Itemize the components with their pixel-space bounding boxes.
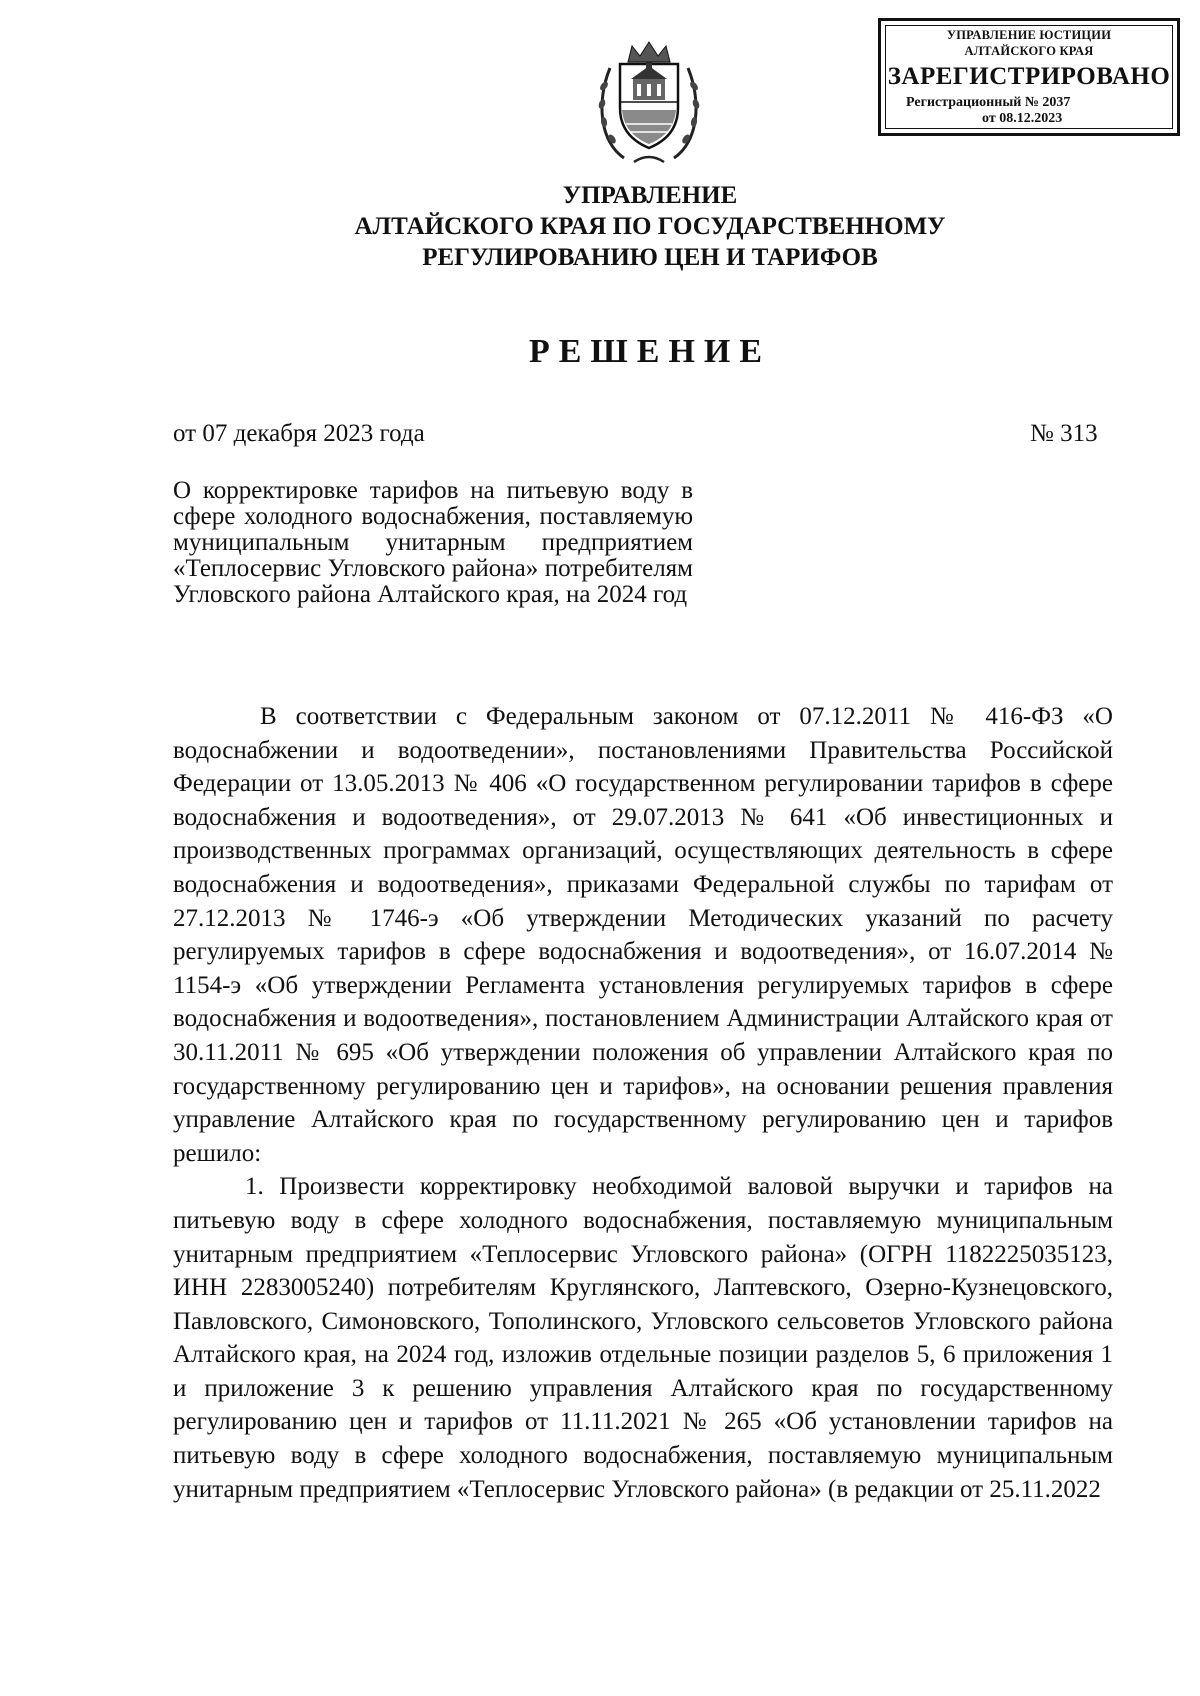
stamp-org-line2: АЛТАЙСКОГО КРАЯ <box>964 44 1094 58</box>
authority-line3: РЕГУЛИРОВАНИЮ ЦЕН И ТАРИФОВ <box>422 244 878 271</box>
stamp-reg-date: от 08.12.2023 <box>982 111 1063 126</box>
registration-stamp <box>878 18 1180 136</box>
document-subject: О корректировке тарифов на питьевую воду в сфере холодного водоснабжения, поставляемую муниципальным унитарным предприятием «Теплосервис Угловского района» потребителям Угловского района Алтайского края, на 2024 год <box>173 477 693 608</box>
coat-of-arms-icon <box>594 38 704 168</box>
document-date: от 07 декабря 2023 года <box>173 420 425 447</box>
document-title: РЕШЕНИЕ <box>528 333 772 370</box>
document-number: № 313 <box>1030 420 1098 447</box>
issuing-authority <box>200 180 1100 273</box>
authority-line1: УПРАВЛЕНИЕ <box>562 182 738 209</box>
item-1-paragraph: 1. Произвести корректировку необходимой валовой выручки и тарифов на питьевую воду в сфере холодного водоснабжения, поставляемую муниципальным унитарным предприятием «Теплосервис Угловского района» (ОГРН 1182225035123, ИНН 2283005240) потребителям Круглянского, Лаптевского, Озерно-Кузнецовского, Павловского, Симоновского, Тополинского, Угловского сельсоветов Угловского района Алтайского края, на 2024 год, изложив отдельные позиции разделов 5, 6 приложения 1 и приложение 3 к решению управления Алтайского края по государственному регулированию цен и тарифов от 11.11.2021 № 265 «Об установлении тарифов на питьевую воду в сфере холодного водоснабжения, поставляемую муниципальным унитарным предприятием «Теплосервис Угловского района» (в редакции от 25.11.2022 <box>173 1173 1113 1503</box>
preamble-paragraph: В соответствии с Федеральным законом от 07.12.2011 № 416-ФЗ «О водоснабжении и водоотведении», постановлениями Правительства Российской Федерации от 13.05.2013 № 406 «О государственном регулировании тарифов в сфере водоснабжения и водоотведения», от 29.07.2013 № 641 «Об инвестиционных и производственных программах организаций, осуществляющих деятельность в сфере водоснабжения и водоотведения», приказами Федеральной службы по тарифам от 27.12.2013 № 1746-э «Об утверждении Методических указаний по расчету регулируемых тарифов в сфере водоснабжения и водоотведения», от 16.07.2014 № 1154-э «Об утверждении Регламента установления регулируемых тарифов в сфере водоснабжения и водоотведения», постановлением Администрации Алтайского края от 30.11.2011 № 695 «Об утверждении положения об управлении Алтайского края по государственному регулированию цен и тарифов», на основании решения правления управление Алтайского края по государственному регулированию цен и тарифов решило: <box>173 703 1113 1167</box>
stamp-inner-frame <box>885 25 1173 129</box>
document-body <box>173 700 1113 1506</box>
stamp-reg-number: Регистрационный № 2037 <box>906 95 1071 110</box>
authority-line2: АЛТАЙСКОГО КРАЯ ПО ГОСУДАРСТВЕННОМУ <box>354 213 946 240</box>
stamp-org-line1: УПРАВЛЕНИЕ ЮСТИЦИИ <box>946 28 1112 42</box>
stamp-status: ЗАРЕГИСТРИРОВАНО <box>887 63 1171 90</box>
